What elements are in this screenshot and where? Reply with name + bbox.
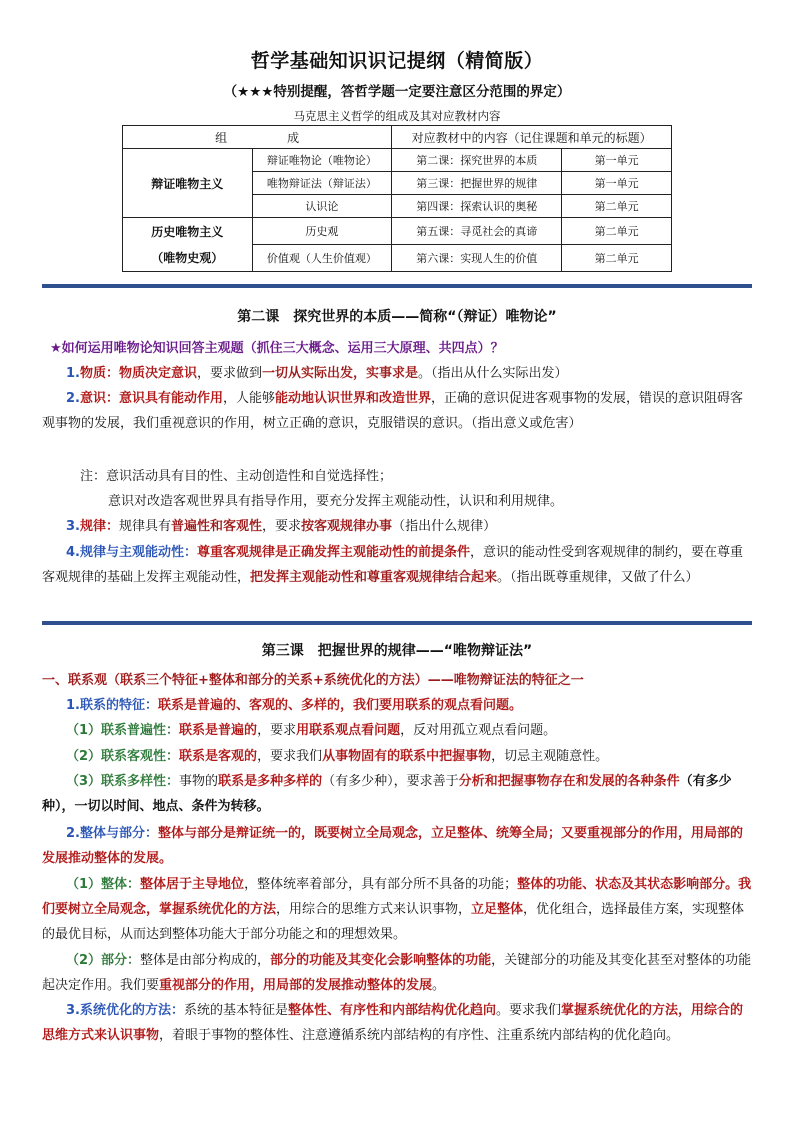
table-cell: 第一单元	[562, 149, 672, 172]
key-phrase: 联系是客观的	[179, 749, 258, 764]
table-cell: 第一单元	[562, 172, 672, 195]
body-text: （指出什么规律）	[392, 519, 497, 534]
group-line: 历史唯物主义	[151, 224, 224, 239]
body-text: （有多少种），一切以时间、地点、条件为转移。	[42, 774, 732, 814]
key-phrase: 立足整体	[471, 902, 524, 917]
body-text: ，意识的能动性受到客观规律的制约，要在尊重客观规律的基础上发挥主观能动性，	[42, 545, 744, 585]
point-paragraph	[42, 540, 752, 590]
section-heading: 第二课 探究世界的本质——简称“（辩证）唯物论”	[237, 309, 557, 325]
body-text: 。要求我们	[496, 1003, 562, 1018]
table-cell: 价值观（人生价值观）	[252, 245, 392, 272]
table-cell: 第三课：把握世界的规律	[392, 172, 562, 195]
note-line: 意识对改造客观世界具有指导作用，要充分发挥主观能动性，认识和利用规律。	[108, 494, 564, 509]
point-label: （2）部分：	[66, 953, 141, 968]
point-label: 联系的特征：	[79, 698, 158, 713]
key-phrase: 尊重客观规律是正确发挥主观能动性的前提条件	[197, 545, 471, 560]
key-phrase: 整体性、有序性和内部结构优化趋向	[288, 1003, 497, 1018]
note-line: 注：意识活动具有目的性、主动创造性和自觉选择性；	[80, 469, 393, 484]
key-phrase: 整体居于主导地位	[140, 877, 245, 892]
body-text: ，要求	[257, 723, 297, 738]
body-text: ，用综合的思维方式来认识事物，	[276, 902, 472, 917]
key-phrase: 分析和把握事物存在和发展的各种条件	[458, 774, 680, 789]
sub-point	[66, 744, 752, 769]
body-text: 规律具有	[119, 519, 172, 534]
key-phrase: 联系是多种多样的	[218, 774, 323, 789]
table-cell: 第二单元	[562, 195, 672, 218]
key-phrase: 整体与部分是辩证统一的，既要树立全局观念，立足整体、统筹全局；又要重视部分的作用，用局部的发展推动整体的发展。	[42, 826, 744, 866]
point-number: 3.	[66, 1003, 80, 1018]
point-paragraph	[42, 821, 752, 871]
point-label: （1）整体：	[66, 877, 141, 892]
body-text: ，着眼于事物的整体性、注意遵循系统内部结构的有序性、注重系统内部结构的优化趋向。	[159, 1028, 680, 1043]
body-text: ，人能够	[223, 391, 276, 406]
body-text: 。（指出既尊重规律，又做了什么）	[497, 570, 699, 585]
body-text: ，切忌主观随意性。	[491, 749, 609, 764]
key-phrase: 能动地认识世界和改造世界	[275, 391, 432, 406]
table-group-cell: 辩证唯物主义	[123, 149, 253, 218]
key-phrase: 意识具有能动作用	[119, 391, 224, 406]
body-text: （有多少种），要求善于	[322, 774, 459, 789]
point-paragraph	[42, 386, 752, 436]
key-phrase: 掌握系统优化的方法，用综合的思维方式来认识事物	[42, 1003, 744, 1043]
table-header-cell: 组 成	[123, 126, 392, 149]
table-cell: 第二单元	[562, 218, 672, 245]
body-text: 事物的	[179, 774, 219, 789]
point-number: 3.	[66, 519, 80, 534]
point-label: 物质：	[79, 366, 119, 381]
body-text: ，优化组合，选择最佳方案，实现整体的最优目标，从而达到整体功能大于部分功能之和的理想效果。	[42, 902, 745, 942]
page-subtitle: （★★★特别提醒，答哲学题一定要注意区分范围的界定）	[223, 84, 571, 100]
table-cell: 第二课：探究世界的本质	[392, 149, 562, 172]
section-divider	[42, 621, 752, 625]
point-number: 2.	[66, 826, 80, 841]
table-cell: 历史观	[252, 218, 392, 245]
point-number: 2.	[66, 391, 80, 406]
point-number: 4.	[66, 545, 80, 560]
table-cell: 第六课：实现人生的价值	[392, 245, 562, 272]
body-text: 系统的基本特征是	[184, 1003, 289, 1018]
key-phrase: 把发挥主观能动性和尊重客观规律结合起来	[250, 570, 498, 585]
subsection-heading: 一、联系观（联系三个特征+整体和部分的关系+系统优化的方法）——唯物辩证法的特征之一	[42, 673, 584, 688]
key-phrase: 部分的功能及其变化会影响整体的功能	[270, 953, 492, 968]
body-text: ，关键部分的功能及其变化甚至对整体的功能起决定作用。我们要	[42, 953, 752, 993]
key-phrase: 联系是普遍的	[179, 723, 258, 738]
key-phrase: 用联系观点看问题	[296, 723, 401, 738]
key-phrase: 物质决定意识	[119, 366, 198, 381]
key-phrase: 重视部分的作用，用局部的发展推动整体的发展	[159, 978, 433, 993]
question-line: ★如何运用唯物论知识回答主观题（抓住三大概念、运用三大原理、共四点）？	[50, 341, 504, 356]
key-phrase: 整体的功能、状态及其状态影响部分。我们要树立全局观念，掌握系统优化的方法	[42, 877, 752, 917]
table-cell: 认识论	[252, 195, 392, 218]
point-label: 规律：	[79, 519, 119, 534]
body-text: 整体是由部分构成的，	[140, 953, 271, 968]
page-title: 哲学基础知识识记提纲（精简版）	[250, 50, 544, 72]
table-row	[123, 218, 672, 245]
body-text: ，要求	[262, 519, 302, 534]
body-text: ，整体统率着部分，具有部分所不具备的功能；	[244, 877, 518, 892]
section-heading: 第三课 把握世界的规律——“唯物辩证法”	[261, 643, 533, 659]
point-label: 整体与部分：	[79, 826, 158, 841]
table-row	[123, 149, 672, 172]
point-label: 规律与主观能动性：	[79, 545, 197, 560]
point-number: 1.	[66, 366, 80, 381]
sub-point	[42, 872, 752, 947]
table-cell: 辩证唯物论（唯物论）	[252, 149, 392, 172]
key-phrase: 联系是普遍的、客观的、多样的，我们要用联系的观点看问题。	[158, 698, 523, 713]
group-line: （唯物史观）	[151, 250, 224, 265]
body-text: ，正确的意识促进客观事物的发展，错误的意识阻碍客观事物的发展，我们重视意识的作用，树立正确的意识，克服错误的意识。（指出意义或危害）	[42, 391, 744, 431]
table-cell: 唯物辩证法（辩证法）	[252, 172, 392, 195]
table-header-cell: 对应教材中的内容（记住课题和单元的标题）	[392, 126, 672, 149]
sub-point	[42, 769, 752, 819]
body-text: ，要求做到	[197, 366, 263, 381]
table-caption: 马克思主义哲学的组成及其对应教材内容	[293, 109, 501, 123]
point-paragraph	[42, 693, 752, 718]
table-group-cell	[123, 218, 253, 272]
body-text: 。（指出从什么实际出发）	[418, 366, 568, 381]
key-phrase: 普遍性和客观性	[171, 519, 263, 534]
point-paragraph	[42, 361, 752, 386]
point-label: 系统优化的方法：	[79, 1003, 184, 1018]
key-phrase: 从事物固有的联系中把握事物	[322, 749, 492, 764]
sub-point	[42, 948, 752, 998]
sub-point	[66, 718, 752, 743]
table-cell: 第二单元	[562, 245, 672, 272]
point-label: 意识：	[79, 391, 119, 406]
key-phrase: 一切从实际出发，实事求是	[262, 366, 419, 381]
table-cell: 第五课：寻觅社会的真谛	[392, 218, 562, 245]
table-header-row	[123, 126, 672, 149]
key-phrase: 按客观规律办事	[301, 519, 393, 534]
body-text: ，反对用孤立观点看问题。	[400, 723, 557, 738]
point-paragraph	[42, 998, 752, 1048]
point-label: （2）联系客观性：	[66, 749, 180, 764]
point-number: 1.	[66, 698, 80, 713]
composition-table	[122, 125, 672, 272]
table-cell: 第四课：探索认识的奥秘	[392, 195, 562, 218]
body-text: ，要求我们	[257, 749, 323, 764]
body-text: 。	[432, 978, 446, 993]
section-divider	[42, 284, 752, 288]
point-paragraph	[42, 514, 752, 539]
point-label: （1）联系普遍性：	[66, 723, 180, 738]
point-label: （3）联系多样性：	[66, 774, 180, 789]
